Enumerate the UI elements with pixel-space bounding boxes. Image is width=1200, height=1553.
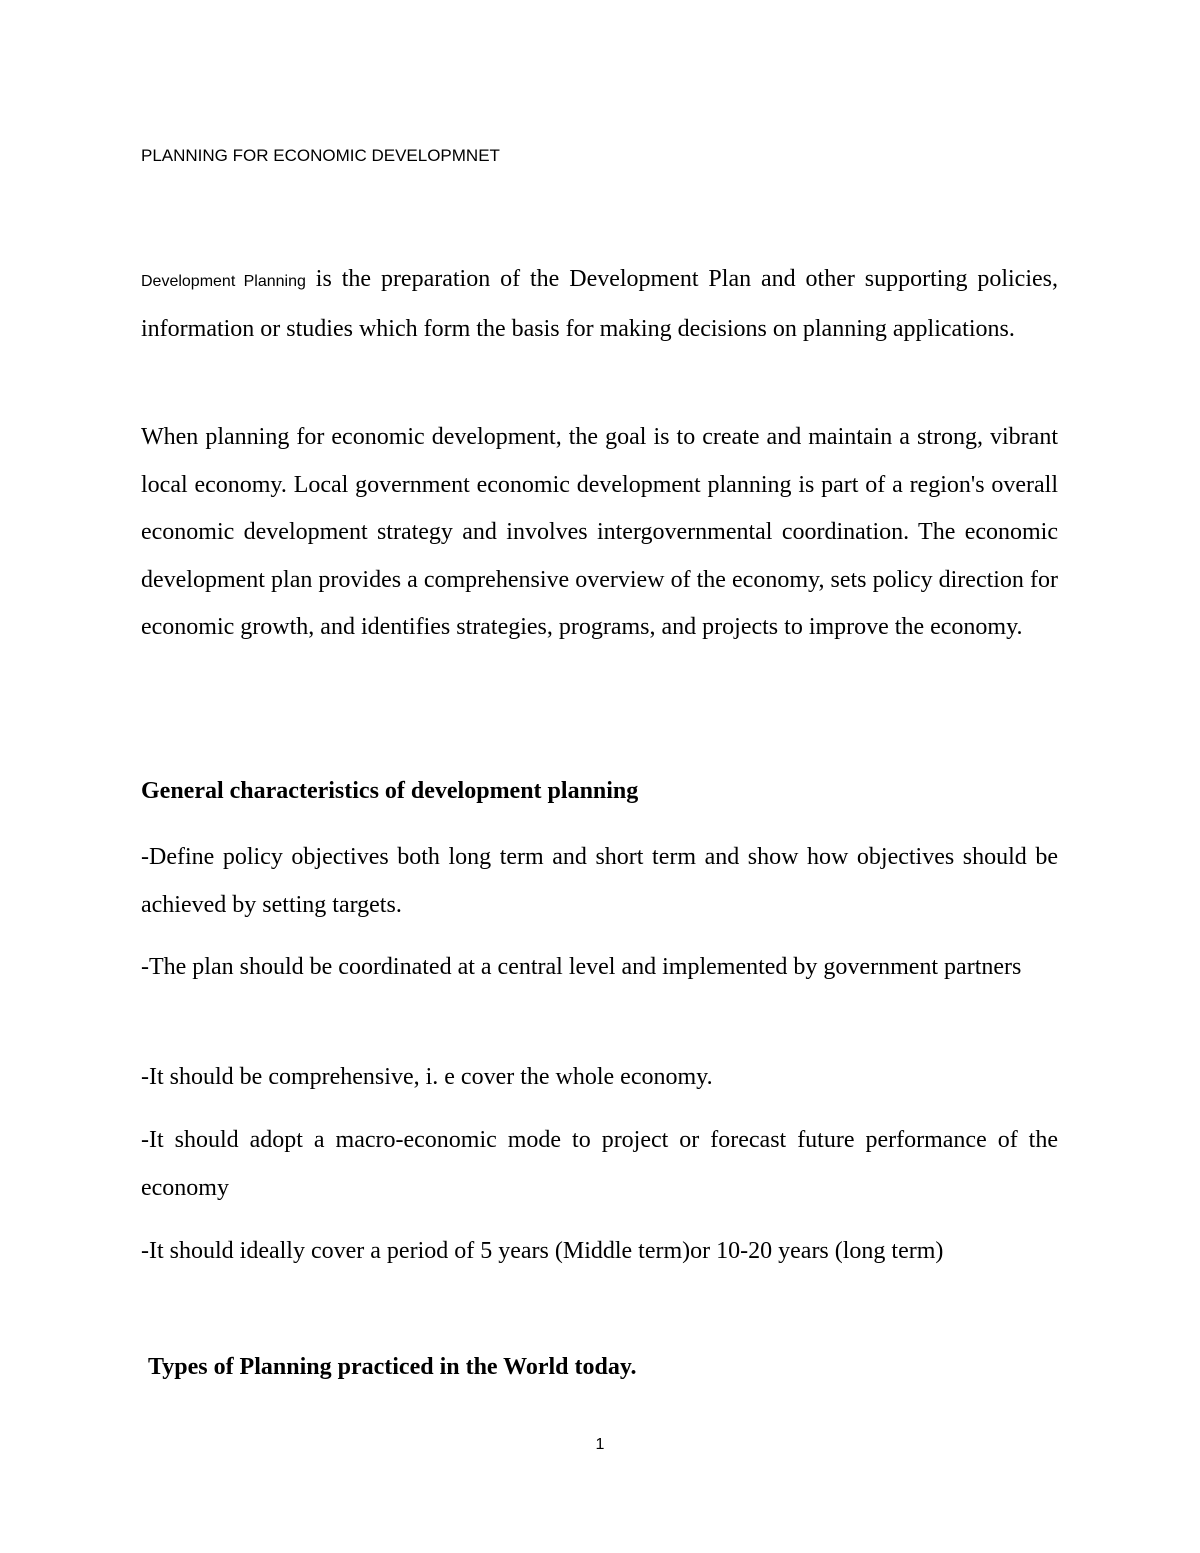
page-number: 1 — [595, 1436, 605, 1453]
intro-text: is the preparation of the Development Plan and other supporting policies, information or studies which form the basis for making decisions on planning applications. — [141, 266, 1058, 342]
characteristic-item: -It should ideally cover a period of 5 years (Middle term)or 10-20 years (long term) — [141, 1238, 944, 1264]
characteristic-item: -The plan should be coordinated at a central level and implemented by government partners — [141, 954, 1022, 980]
heading-types-of-planning: Types of Planning practiced in the World today. — [148, 1354, 637, 1380]
paragraph-economic-development: When planning for economic development, the goal is to create and maintain a strong, vibrant local economy. Local government economic development planning is part of a region's overall economic development strategy and involves intergovernmental coordination. The economic development plan provides a comprehensive overview of the economy, sets policy direction for economic growth, and identifies strategies, programs, and projects to improve the economy. — [141, 424, 1058, 640]
document-title: PLANNING FOR ECONOMIC DEVELOPMNET — [141, 146, 500, 165]
characteristic-item: -It should adopt a macro-economic mode to project or forecast future performance of the economy — [141, 1127, 1058, 1201]
heading-general-characteristics: General characteristics of development planning — [141, 778, 639, 804]
characteristic-item: -It should be comprehensive, i. e cover the whole economy. — [141, 1064, 713, 1090]
intro-paragraph — [141, 256, 1058, 353]
intro-lead-term: Development Planning — [141, 273, 306, 290]
characteristic-item: -Define policy objectives both long term and short term and show how objectives should be achieved by setting targets. — [141, 844, 1058, 918]
